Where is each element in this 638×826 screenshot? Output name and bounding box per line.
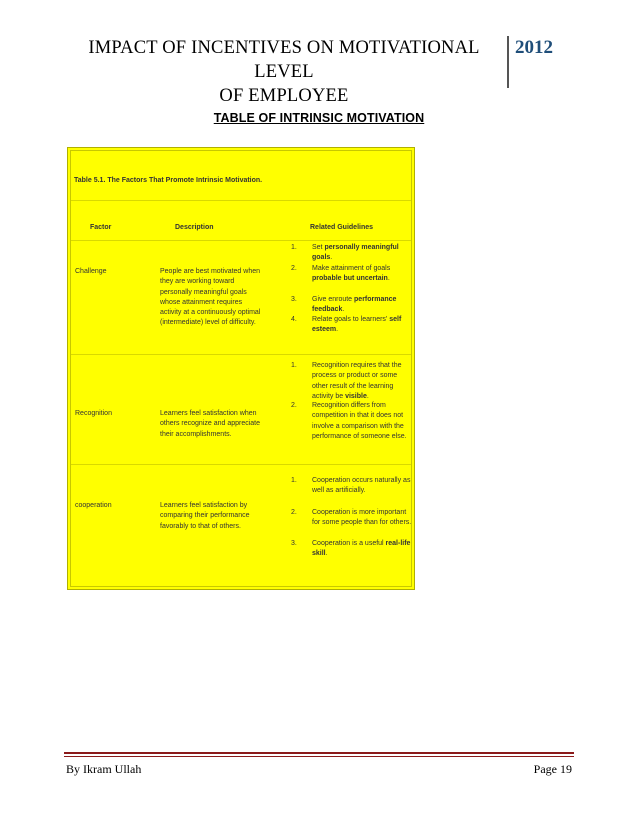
footer-rule-thin [64,756,574,757]
footer-page-number: Page 19 [533,762,572,776]
table-rule [71,354,411,355]
row-challenge-description: People are best motivated when they are working toward personally meaningful goals whose attainment requires activity at a continuously optimal (intermediate) level of difficulty. [160,268,261,327]
table-rule [71,200,411,201]
column-header-factor: Factor [90,224,112,231]
row-recognition-guideline-2: 2. Recognition differs from competition in that it does not involve a comparison with the performance of someone else. [291,402,407,440]
page-header [64,36,564,106]
row-challenge-guideline-2: 2. Make attainment of goals probable but uncertain. [291,265,391,283]
table-rule [71,464,411,465]
footer-author: By Ikram Ullah [66,762,142,776]
document-title-line-2: OF EMPLOYEE [219,86,349,106]
row-cooperation-guideline-3: 3. Cooperation is a useful real-life skill. [291,540,411,558]
row-cooperation-guideline-1: 1. Cooperation occurs naturally as well as artificially. [291,477,411,495]
column-header-guidelines: Related Guidelines [310,224,374,231]
document-title-line-1: IMPACT OF INCENTIVES ON MOTIVATIONAL LEVEL [88,38,480,82]
table-rule [71,240,411,241]
footer-rule [64,752,574,754]
row-cooperation-factor: cooperation [75,502,112,509]
header-year: 2012 [515,37,553,58]
row-cooperation-description: Learners feel satisfaction by comparing their performance favorably to that of others. [160,502,250,530]
row-challenge-guideline-3: 3. Give enroute performance feedback. [291,296,397,314]
table-caption: Table 5.1. The Factors That Promote Intrinsic Motivation. [74,177,263,184]
section-heading: TABLE OF INTRINSIC MOTIVATION [213,111,425,125]
row-recognition-description: Learners feel satisfaction when others recognize and appreciate their accomplishments. [160,410,261,438]
intrinsic-motivation-table [67,147,415,590]
document-title [64,36,504,108]
row-recognition-guideline-1: 1. Recognition requires that the process or product or some other result of the learning activity be visible. [291,362,402,400]
row-cooperation-guideline-2: 2. Cooperation is more important for some people than for others. [291,509,412,527]
row-challenge-guideline-1: 1. Set personally meaningful goals. [291,244,399,262]
row-challenge-guideline-4: 4. Relate goals to learners' self esteem. [291,316,402,334]
row-challenge-factor: Challenge [75,268,107,275]
header-divider [507,36,509,88]
column-header-description: Description [175,224,214,231]
row-recognition-factor: Recognition [75,410,112,417]
